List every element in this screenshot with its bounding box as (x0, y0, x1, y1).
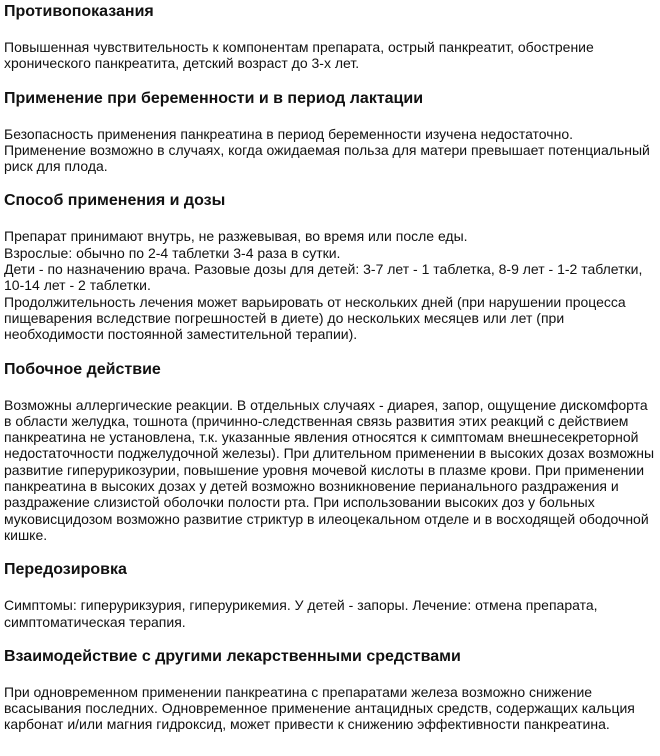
paragraph: Безопасность применения панкреатина в период беременности изучена недостаточно. Применение возможно в случаях, когда ожидаемая польза для матери превышает потенциальный риск для плода. (4, 125, 650, 175)
paragraph: При одновременном применении панкреатина с препаратами железа возможно снижение всасывания последних. Одновременное применение антацидных средств, содержащих кальция карбонат и/или магния гидроксид, может привести к снижению эффективности панкреатина. (4, 683, 635, 733)
section-overdose (4, 560, 656, 630)
section-title: Передозировка (4, 561, 127, 579)
section-body (4, 228, 656, 342)
section-interactions (4, 647, 656, 733)
section-title: Способ применения и дозы (4, 192, 226, 210)
paragraph: Препарат принимают внутрь, не разжевывая, во время или после еды. (4, 228, 468, 245)
paragraph: Повышенная чувствительность к компонентам препарата, острый панкреатит, обострение хронического панкреатита, детский возраст до 3-х лет. (4, 39, 594, 72)
paragraph: Дети - по назначению врача. Разовые дозы для детей: 3-7 лет - 1 таблетка, 8-9 лет - 1-2 таблетки, 10-14 лет - 2 таблетки. (4, 261, 643, 294)
section-title: Взаимодействие с другими лекарственными средствами (4, 647, 461, 665)
section-title: Противопоказания (4, 3, 154, 20)
section-body (4, 597, 656, 630)
section-dosage (4, 191, 656, 342)
section-side-effects (4, 360, 656, 544)
section-body (4, 397, 656, 544)
paragraph: Продолжительность лечения может варьировать от нескольких дней (при нарушении процесса пищеварения вследствие погрешностей в диете) до нескольких месяцев или лет (при необходимости постоянной заместительной терапии). (4, 293, 626, 343)
section-pregnancy (4, 89, 656, 175)
section-title: Побочное действие (4, 360, 161, 378)
section-body (4, 126, 656, 175)
section-contraindications (4, 2, 656, 72)
section-body (4, 39, 656, 72)
section-title: Применение при беременности и в период лактации (4, 89, 424, 107)
paragraph: Возможны аллергические реакции. В отдельных случаях - диарея, запор, ощущение дискомфорта в области желудка, тошнота (причинно-следственная связь развития этих реакций с действием панкреатина не установлена, т.к. указанные явления относятся к симптомам внешнесекреторной недостаточности поджелудочной железы). При длительном применении в высоких дозах возможны развитие гиперурикозурии, повышение уровня мочевой кислоты в плазме крови. При применении панкреатина в высоких дозах у детей возможно возникновение перианального раздражения и раздражение слизистой оболочки полости рта. При использовании высоких доз у больных муковисцидозом возможно развитие стриктур в илеоцекальном отделе и в восходящей ободочной кишке. (4, 396, 655, 543)
section-body (4, 684, 656, 733)
paragraph: Симптомы: гиперурикзурия, гиперурикемия. У детей - запоры. Лечение: отмена препарата, симптоматическая терапия. (4, 597, 598, 630)
paragraph: Взрослые: обычно по 2-4 таблетки 3-4 раза в сутки. (4, 244, 341, 261)
